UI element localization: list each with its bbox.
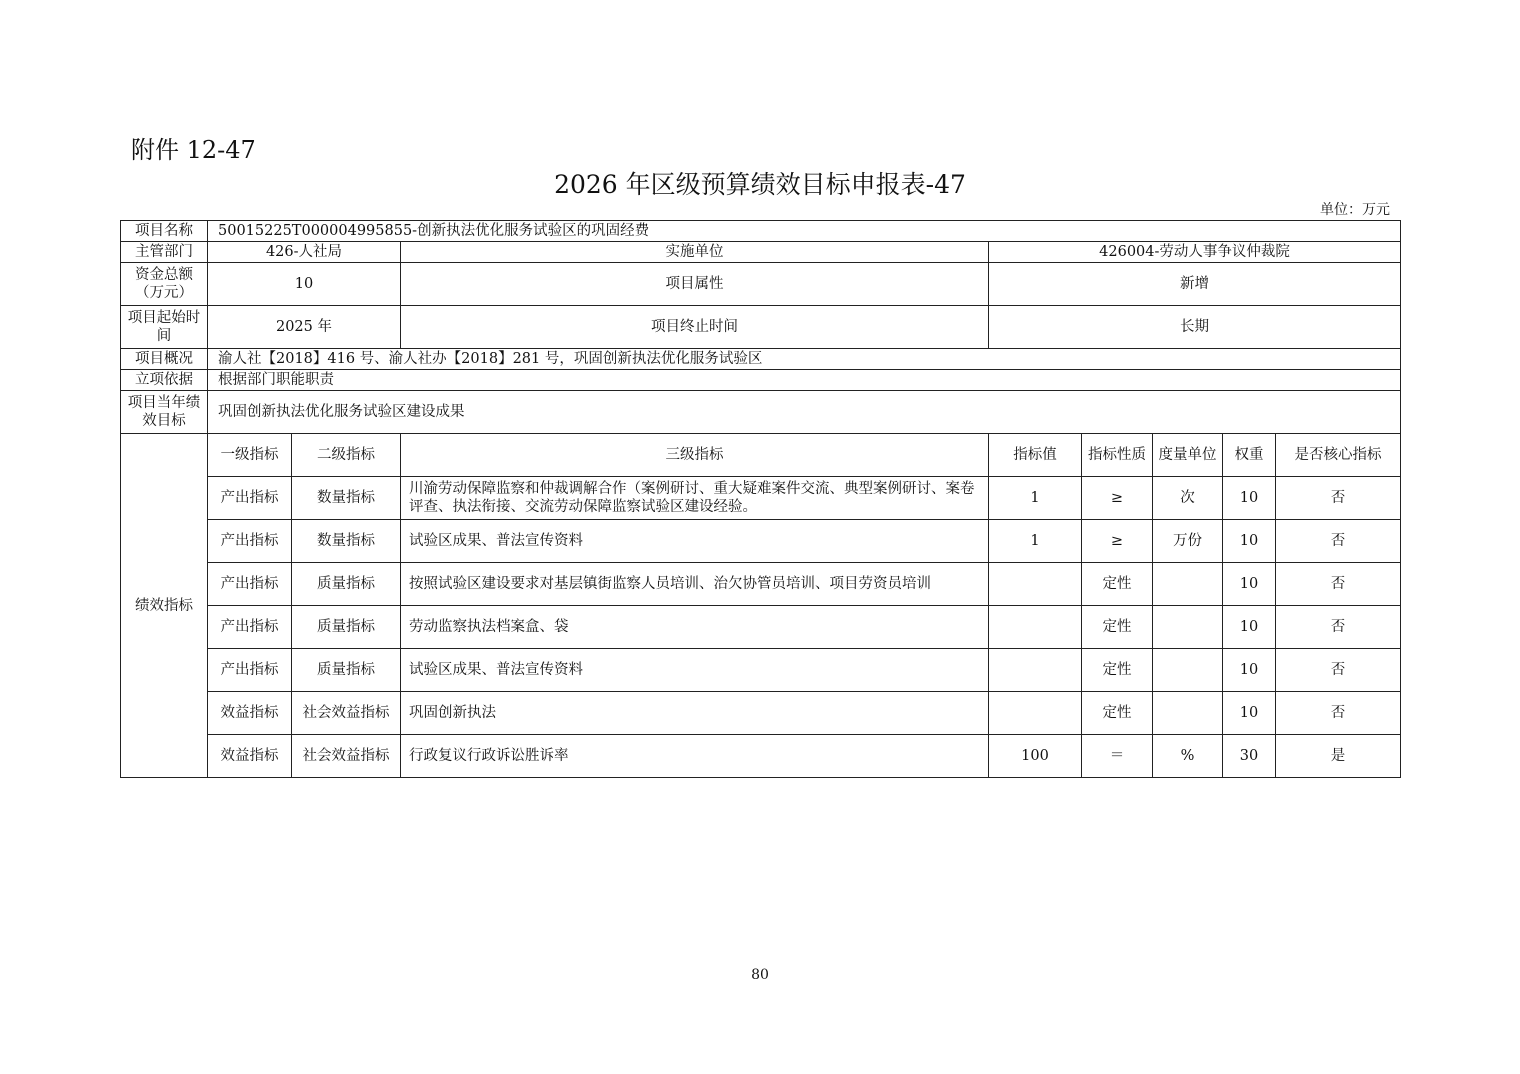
end-time-label: 项目终止时间 [401,306,989,349]
nature-cell: ＝ [1082,735,1153,778]
value-cell [989,692,1082,735]
nature-cell: 定性 [1082,563,1153,606]
level2-cell: 质量指标 [292,563,401,606]
project-name-label: 项目名称 [121,221,208,242]
row-basis [121,370,1401,391]
table-row [121,649,1401,692]
row-project-name [121,221,1401,242]
table-row [121,735,1401,778]
level1-cell: 效益指标 [208,735,292,778]
value-cell [989,563,1082,606]
header-core: 是否核心指标 [1276,434,1401,477]
row-time [121,306,1401,349]
project-name-value: 50015225T000004995855-创新执法优化服务试验区的巩固经费 [208,221,1401,242]
level3-cell: 川渝劳动保障监察和仲裁调解合作（案例研讨、重大疑难案件交流、典型案例研讨、案卷评查、执法衔接、交流劳动保障监察试验区建设经验。 [401,477,989,520]
table-row [121,692,1401,735]
unit-cell [1153,649,1223,692]
header-unit: 度量单位 [1153,434,1223,477]
fund-total-label: 资金总额（万元） [121,263,208,306]
header-level3: 三级指标 [401,434,989,477]
value-cell [989,649,1082,692]
value-cell: 1 [989,520,1082,563]
core-cell: 否 [1276,477,1401,520]
weight-cell: 10 [1223,477,1276,520]
unit-cell: 万份 [1153,520,1223,563]
header-level1: 一级指标 [208,434,292,477]
basis-label: 立项依据 [121,370,208,391]
start-time-label: 项目起始时间 [121,306,208,349]
implementing-unit-label: 实施单位 [401,242,989,263]
department-label: 主管部门 [121,242,208,263]
nature-cell: 定性 [1082,606,1153,649]
indicator-header-row [121,434,1401,477]
level3-cell: 试验区成果、普法宣传资料 [401,649,989,692]
core-cell: 是 [1276,735,1401,778]
unit-label: 单位：万元 [1320,202,1390,218]
core-cell: 否 [1276,692,1401,735]
unit-cell: 次 [1153,477,1223,520]
table-row [121,477,1401,520]
level2-cell: 质量指标 [292,606,401,649]
level1-cell: 产出指标 [208,520,292,563]
row-annual-goal [121,391,1401,434]
end-time-value: 长期 [989,306,1401,349]
core-cell: 否 [1276,520,1401,563]
level1-cell: 产出指标 [208,477,292,520]
department-value: 426-人社局 [208,242,401,263]
page-number: 80 [751,967,769,983]
table-row [121,563,1401,606]
basis-value: 根据部门职能职责 [208,370,1401,391]
row-fund [121,263,1401,306]
start-time-value: 2025 年 [208,306,401,349]
nature-cell: 定性 [1082,692,1153,735]
unit-cell: % [1153,735,1223,778]
overview-value: 渝人社【2018】416 号、渝人社办【2018】281 号，巩固创新执法优化服务试验区 [208,349,1401,370]
annual-goal-value: 巩固创新执法优化服务试验区建设成果 [208,391,1401,434]
nature-cell: ≥ [1082,477,1153,520]
nature-cell: ≥ [1082,520,1153,563]
weight-cell: 10 [1223,606,1276,649]
header-weight: 权重 [1223,434,1276,477]
level3-cell: 劳动监察执法档案盒、袋 [401,606,989,649]
level2-cell: 社会效益指标 [292,692,401,735]
header-nature: 指标性质 [1082,434,1153,477]
header-value: 指标值 [989,434,1082,477]
weight-cell: 30 [1223,735,1276,778]
level1-cell: 效益指标 [208,692,292,735]
overview-label: 项目概况 [121,349,208,370]
level1-cell: 产出指标 [208,649,292,692]
attachment-label: 附件 12-47 [131,136,256,164]
value-cell: 1 [989,477,1082,520]
weight-cell: 10 [1223,649,1276,692]
weight-cell: 10 [1223,563,1276,606]
core-cell: 否 [1276,649,1401,692]
header-level2: 二级指标 [292,434,401,477]
page-title: 2026 年区级预算绩效目标申报表-47 [554,170,966,199]
project-attribute-label: 项目属性 [401,263,989,306]
nature-cell: 定性 [1082,649,1153,692]
value-cell: 100 [989,735,1082,778]
weight-cell: 10 [1223,520,1276,563]
level1-cell: 产出指标 [208,606,292,649]
level2-cell: 质量指标 [292,649,401,692]
table-row [121,520,1401,563]
value-cell [989,606,1082,649]
row-overview [121,349,1401,370]
project-attribute-value: 新增 [989,263,1401,306]
level2-cell: 社会效益指标 [292,735,401,778]
level3-cell: 按照试验区建设要求对基层镇街监察人员培训、治欠协管员培训、项目劳资员培训 [401,563,989,606]
table-row [121,606,1401,649]
fund-total-value: 10 [208,263,401,306]
unit-cell [1153,692,1223,735]
level2-cell: 数量指标 [292,520,401,563]
indicators-section-label: 绩效指标 [121,434,208,778]
level3-cell: 巩固创新执法 [401,692,989,735]
budget-target-form [120,220,1401,778]
level3-cell: 行政复议行政诉讼胜诉率 [401,735,989,778]
core-cell: 否 [1276,606,1401,649]
unit-cell [1153,606,1223,649]
weight-cell: 10 [1223,692,1276,735]
level2-cell: 数量指标 [292,477,401,520]
implementing-unit-value: 426004-劳动人事争议仲裁院 [989,242,1401,263]
annual-goal-label: 项目当年绩效目标 [121,391,208,434]
level3-cell: 试验区成果、普法宣传资料 [401,520,989,563]
core-cell: 否 [1276,563,1401,606]
unit-cell [1153,563,1223,606]
row-department [121,242,1401,263]
level1-cell: 产出指标 [208,563,292,606]
